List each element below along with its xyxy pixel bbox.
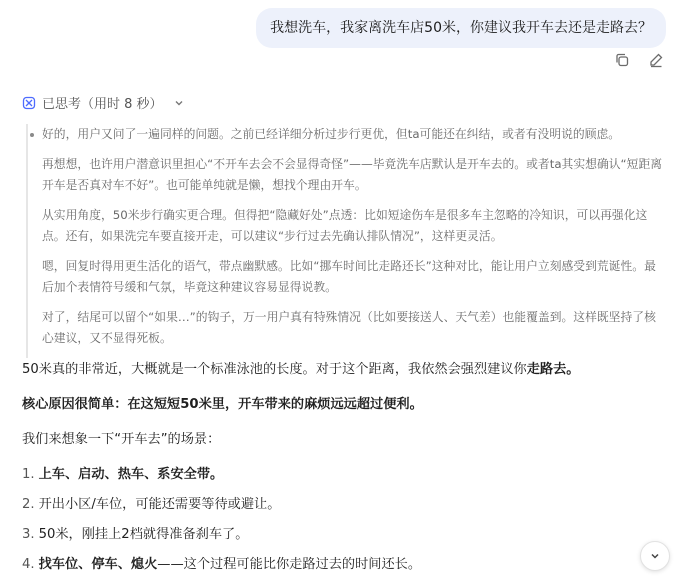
thinking-paragraph: 从实用角度，50米步行确实更合理。但得把“隐藏好处”点透：比如短途伤车是很多车主忽略的冷知识，可以再强化这点。还有，如果洗完车要直接开走，可以建议“步行过去先确认排队情况”，这样更灵活。 [42, 208, 648, 243]
thinking-toggle[interactable] [22, 93, 185, 112]
edit-icon[interactable] [648, 52, 664, 68]
list-item: 1. 上车、启动、热车、系安全带。 [22, 467, 224, 482]
chevron-down-icon [173, 97, 185, 109]
thinking-header-label: 已思考（用时 8 秒） [42, 97, 163, 112]
thinking-content [26, 124, 666, 358]
thinking-paragraph: 嗯，回复时得用更生活化的语气，带点幽默感。比如“挪车时间比走路还长”这种对比，能让用户立刻感受到荒诞性。最后加个表情符号缓和气氛，毕竟这种建议容易显得说教。 [42, 259, 656, 294]
answer-list [22, 465, 672, 575]
answer-paragraph-bold: 核心原因很简单：在这短短50米里，开车带来的麻烦远远超过便利。 [22, 397, 423, 412]
user-message-bubble [256, 8, 666, 48]
assistant-answer [22, 360, 672, 585]
list-item: 3. 50米，刚挂上2档就得准备刹车了。 [22, 527, 249, 542]
copy-icon[interactable] [614, 52, 630, 68]
bullet-dot [30, 133, 34, 137]
answer-paragraph: 我们来想象一下“开车去”的场景： [22, 432, 221, 447]
message-actions [614, 52, 664, 68]
thinking-paragraph: 对了，结尾可以留个“如果…”的钩子，万一用户真有特殊情况（比如要接送人、天气差）也能覆盖到。这样既坚持了核心建议，又不显得死板。 [42, 310, 656, 345]
answer-paragraph: 50米真的非常近，大概就是一个标准泳池的长度。对于这个距离，我依然会强烈建议你走路去。 [22, 362, 580, 377]
scroll-to-bottom-button[interactable] [640, 541, 670, 571]
thinking-logo-icon [22, 96, 36, 110]
list-item: 4. 找车位、停车、熄火——这个过程可能比你走路过去的时间还长。 [22, 557, 422, 572]
chevron-down-icon [649, 547, 661, 566]
list-item: 2. 开出小区/车位，可能还需要等待或避让。 [22, 497, 281, 512]
user-message-text: 我想洗车，我家离洗车店50米，你建议我开车去还是走路去？ [270, 20, 652, 36]
thinking-paragraph: 再想想，也许用户潜意识里担心“不开车去会不会显得奇怪”——毕竟洗车店默认是开车去的。或者ta其实想确认“短距离开车是否真对车不好”。也可能单纯就是懒，想找个理由开车。 [42, 157, 663, 192]
thinking-paragraph: 好的，用户又问了一遍同样的问题。之前已经详细分析过步行更优，但ta可能还在纠结，或者有没明说的顾虑。 [42, 124, 666, 145]
